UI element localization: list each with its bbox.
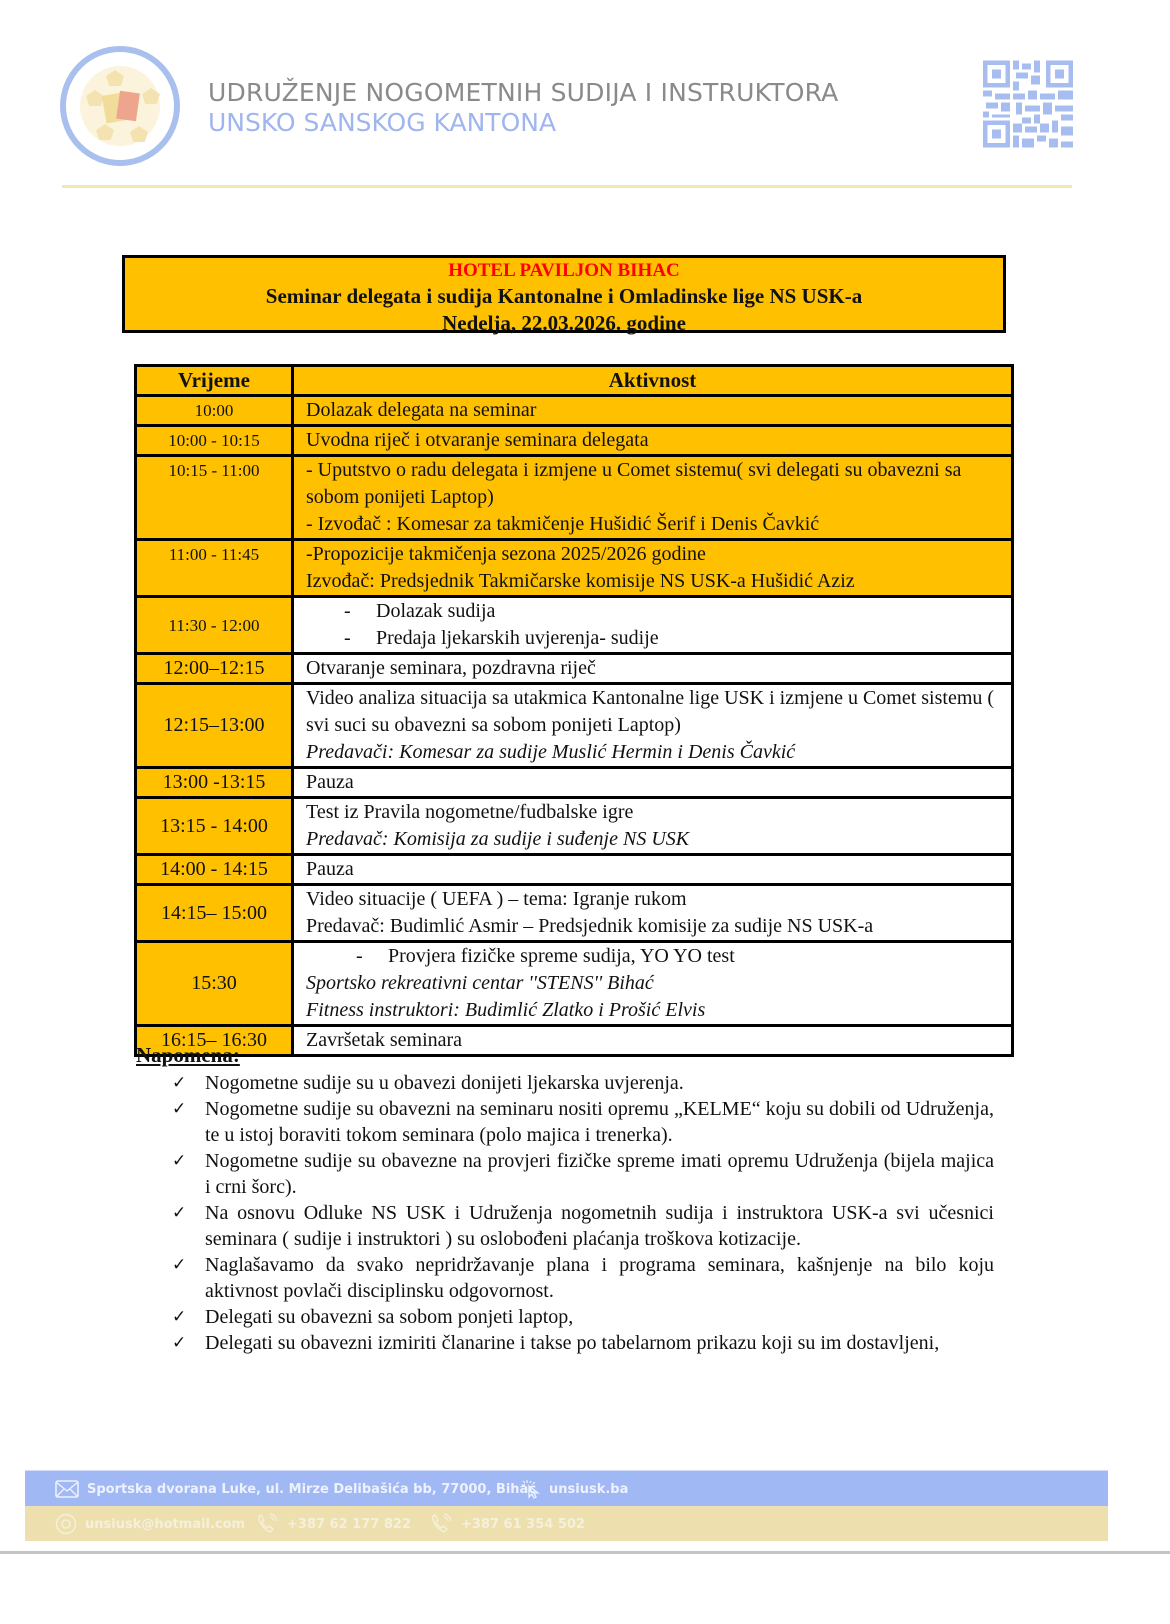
checkmark-icon: ✓ bbox=[172, 1255, 187, 1275]
table-row bbox=[136, 597, 1013, 654]
page-bottom-divider bbox=[0, 1551, 1170, 1554]
activity-presenter: Predavač: Komisija za sudije i suđenje NS USK bbox=[306, 828, 690, 850]
checkmark-icon: ✓ bbox=[172, 1333, 187, 1353]
note-text: Nogometne sudije su obavezne na provjeri fizičke spreme imati opremu Udruženja (bijela majica i crni šorc). bbox=[205, 1150, 994, 1198]
notes-list bbox=[172, 1070, 994, 1356]
activity-bullet: - Dolazak sudija bbox=[340, 598, 999, 625]
email-link[interactable]: unsiusk@hotmail.com bbox=[85, 1516, 246, 1532]
activity-line: Dolazak delegata na seminar bbox=[306, 399, 537, 421]
time-cell: 14:15– 15:00 bbox=[136, 885, 293, 942]
phone-icon bbox=[255, 1513, 279, 1535]
activity-line: Video situacije ( UEFA ) – tema: Igranje rukom bbox=[306, 888, 687, 910]
time-cell: 13:15 - 14:00 bbox=[136, 798, 293, 855]
event-title-box bbox=[122, 255, 1006, 333]
activity-presenter: Fitness instruktori: Budimlić Zlatko i Prošić Elvis bbox=[306, 999, 706, 1021]
time-cell: 10:15 - 11:00 bbox=[136, 456, 293, 540]
activity-line: Pauza bbox=[306, 858, 354, 880]
table-row bbox=[136, 942, 1013, 1026]
list-item bbox=[172, 1070, 994, 1096]
address-text: Sportska dvorana Luke, ul. Mirze Delibašića bb, 77000, Bihać bbox=[87, 1481, 537, 1497]
table-row bbox=[136, 855, 1013, 885]
activity-line: - Uputstvo o radu delegata i izmjene u Comet sistemu( svi delegati su obavezni sa sobom ponijeti Laptop) bbox=[306, 459, 962, 508]
list-item bbox=[172, 1200, 994, 1252]
table-header-row bbox=[136, 366, 1013, 396]
checkmark-icon: ✓ bbox=[172, 1099, 187, 1119]
time-cell: 11:30 - 12:00 bbox=[136, 597, 293, 654]
footer-contact-row-1 bbox=[25, 1470, 1108, 1507]
footer-address bbox=[55, 1471, 536, 1507]
header-divider bbox=[62, 185, 1072, 188]
activity-cell bbox=[293, 654, 1013, 684]
table-row bbox=[136, 396, 1013, 426]
checkmark-icon: ✓ bbox=[172, 1151, 187, 1171]
activity-line: - Izvođač : Komesar za takmičenje Hušidić Šerif i Denis Čavkić bbox=[306, 513, 820, 535]
activity-cell bbox=[293, 942, 1013, 1026]
footer-email[interactable] bbox=[55, 1506, 245, 1542]
cursor-click-icon bbox=[521, 1479, 541, 1499]
notes-title: Napomena: bbox=[136, 1043, 240, 1067]
activity-cell bbox=[293, 684, 1013, 768]
envelope-icon bbox=[55, 1480, 79, 1498]
phone-icon bbox=[429, 1513, 453, 1535]
list-item bbox=[172, 1304, 994, 1330]
logo-red-card bbox=[116, 91, 140, 122]
schedule-table bbox=[134, 364, 1014, 1057]
table-row bbox=[136, 540, 1013, 597]
activity-line: Test iz Pravila nogometne/fudbalske igre bbox=[306, 801, 634, 823]
activity-cell bbox=[293, 426, 1013, 456]
venue-title: HOTEL PAVILJON BIHAC bbox=[448, 260, 680, 281]
footer-phone-1[interactable] bbox=[255, 1506, 411, 1542]
organization-logo bbox=[60, 46, 180, 166]
time-cell: 10:00 - 10:15 bbox=[136, 426, 293, 456]
list-item bbox=[172, 1148, 994, 1200]
list-item bbox=[172, 1330, 994, 1356]
activity-cell bbox=[293, 885, 1013, 942]
note-text: Nogometne sudije su u obavezi donijeti ljekarska uvjerenja. bbox=[205, 1072, 684, 1094]
table-row bbox=[136, 456, 1013, 540]
qr-code-icon[interactable] bbox=[983, 60, 1073, 148]
event-date: Nedelja, 22.03.2026. godine bbox=[442, 311, 686, 335]
time-cell: 10:00 bbox=[136, 396, 293, 426]
activity-line: Izvođač: Predsjednik Takmičarske komisije NS USK-a Hušidić Aziz bbox=[306, 570, 855, 592]
activity-cell bbox=[293, 597, 1013, 654]
time-cell: 14:00 - 14:15 bbox=[136, 855, 293, 885]
table-row bbox=[136, 1026, 1013, 1056]
list-item bbox=[172, 1252, 994, 1304]
note-text: Delegati su obavezni sa sobom ponjeti laptop, bbox=[205, 1306, 574, 1328]
activity-line: Uvodna riječ i otvaranje seminara delegata bbox=[306, 429, 649, 451]
activity-cell bbox=[293, 855, 1013, 885]
phone-number[interactable]: +387 62 177 822 bbox=[287, 1516, 411, 1532]
activity-line: -Propozicije takmičenja sezona 2025/2026 godine bbox=[306, 543, 706, 565]
note-text: Naglašavamo da svako nepridržavanje plana i programa seminara, kašnjenje na bilo koju aktivnost povlači disciplinsku odgovornost. bbox=[205, 1254, 994, 1302]
time-cell: 15:30 bbox=[136, 942, 293, 1026]
activity-presenter: Predavač: Budimlić Asmir – Predsjednik komisije za sudije NS USK-a bbox=[306, 915, 874, 937]
activity-cell bbox=[293, 396, 1013, 426]
table-row bbox=[136, 654, 1013, 684]
at-sign-icon bbox=[55, 1513, 77, 1535]
time-cell: 16:15– 16:30 bbox=[136, 1026, 293, 1056]
activity-cell bbox=[293, 768, 1013, 798]
activity-line: Završetak seminara bbox=[306, 1029, 463, 1051]
activity-cell bbox=[293, 456, 1013, 540]
table-row bbox=[136, 768, 1013, 798]
checkmark-icon: ✓ bbox=[172, 1073, 187, 1093]
checkmark-icon: ✓ bbox=[172, 1203, 187, 1223]
footer-phone-2[interactable] bbox=[429, 1506, 585, 1542]
table-row bbox=[136, 426, 1013, 456]
activity-location: Sportsko rekreativni centar ''STENS'' Bihać bbox=[306, 972, 654, 994]
table-row bbox=[136, 885, 1013, 942]
footer-contact-row-2 bbox=[25, 1506, 1108, 1541]
activity-line: Video analiza situacija sa utakmica Kantonalne lige USK i izmjene u Comet sistemu ( svi suci su obavezni sa sobom ponijeti Laptop) bbox=[306, 687, 995, 736]
time-cell: 13:00 -13:15 bbox=[136, 768, 293, 798]
activity-cell bbox=[293, 798, 1013, 855]
activity-cell bbox=[293, 540, 1013, 597]
checkmark-icon: ✓ bbox=[172, 1307, 187, 1327]
table-row bbox=[136, 798, 1013, 855]
organization-name: UDRUŽENJE NOGOMETNIH SUDIJA I INSTRUKTORA bbox=[208, 78, 839, 107]
column-header-time: Vrijeme bbox=[136, 366, 293, 396]
event-title: Seminar delegata i sudija Kantonalne i Omladinske lige NS USK-a bbox=[265, 284, 863, 308]
time-cell: 12:00–12:15 bbox=[136, 654, 293, 684]
table-row bbox=[136, 684, 1013, 768]
phone-number[interactable]: +387 61 354 502 bbox=[461, 1516, 585, 1532]
note-text: Delegati su obavezni izmiriti članarine i takse po tabelarnom prikazu koji su im dostavljeni, bbox=[205, 1332, 940, 1354]
activity-bullet: - Predaja ljekarskih uvjerenja- sudije bbox=[340, 625, 999, 652]
activity-bullet: - Provjera fizičke spreme sudija, YO YO test bbox=[352, 943, 999, 970]
time-cell: 12:15–13:00 bbox=[136, 684, 293, 768]
website-link[interactable]: unsiusk.ba bbox=[549, 1481, 629, 1497]
column-header-activity: Aktivnost bbox=[293, 366, 1013, 396]
note-text: Na osnovu Odluke NS USK i Udruženja nogometnih sudija i instruktora USK-a svi učesnici seminara ( sudije i instruktori ) su oslobođeni plaćanja troškova kotizacije. bbox=[205, 1202, 994, 1250]
activity-line: Pauza bbox=[306, 771, 354, 793]
time-cell: 11:00 - 11:45 bbox=[136, 540, 293, 597]
activity-cell bbox=[293, 1026, 1013, 1056]
activity-presenter: Predavači: Komesar za sudije Muslić Hermin i Denis Čavkić bbox=[306, 741, 796, 763]
activity-line: Otvaranje seminara, pozdravna riječ bbox=[306, 657, 596, 679]
list-item bbox=[172, 1096, 994, 1148]
footer-website[interactable] bbox=[521, 1471, 628, 1507]
organization-subtitle: UNSKO SANSKOG KANTONA bbox=[208, 108, 557, 137]
note-text: Nogometne sudije su obavezni na seminaru nositi opremu „KELME“ koju su dobili od Udruženja, te u istoj boraviti tokom seminara (polo majica i trenerka). bbox=[205, 1098, 994, 1146]
